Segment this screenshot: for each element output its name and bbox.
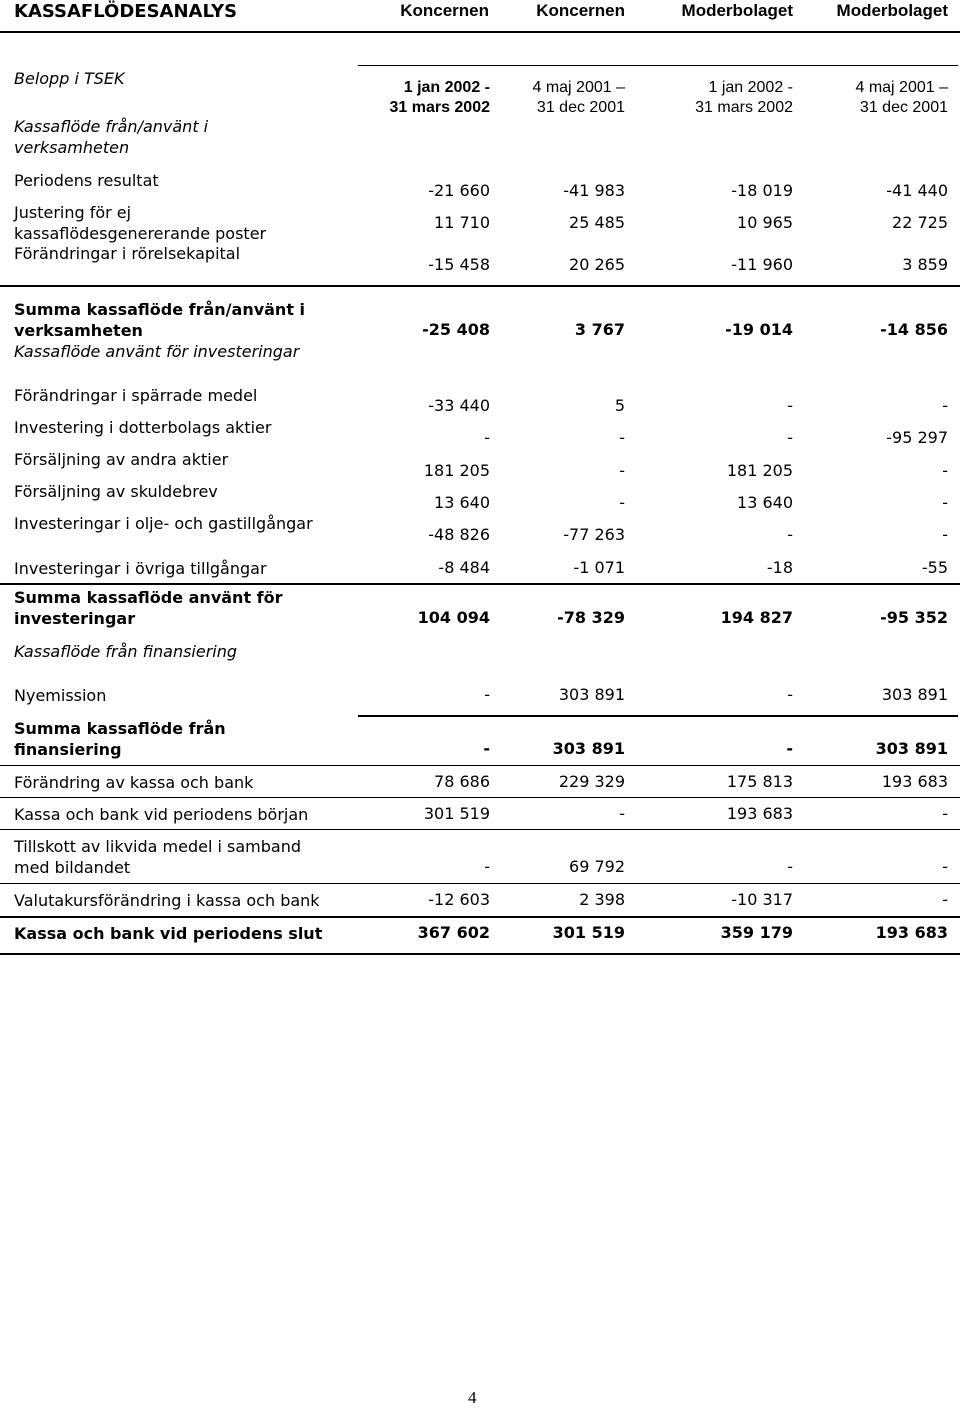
divider bbox=[0, 883, 960, 884]
row-label: Valutakursförändring i kassa och bank bbox=[14, 891, 320, 910]
row-value: 303 891 bbox=[558, 685, 625, 704]
row-value: - bbox=[619, 428, 625, 447]
row-value: - bbox=[484, 685, 490, 704]
divider bbox=[0, 829, 960, 830]
total-label: Summa kassaflöde använt för investeringar bbox=[14, 588, 283, 628]
header-rule bbox=[0, 31, 960, 33]
row-value: - bbox=[942, 396, 948, 415]
row-value: 13 640 bbox=[737, 493, 793, 512]
total-value: 104 094 bbox=[417, 608, 490, 627]
row-value: - bbox=[942, 461, 948, 480]
row-value: 11 710 bbox=[434, 213, 490, 232]
row-value: 22 725 bbox=[892, 213, 948, 232]
total-value: - bbox=[483, 739, 490, 758]
row-value: 25 485 bbox=[569, 213, 625, 232]
row-value: - bbox=[787, 428, 793, 447]
total-label: Summa kassaflöde från/använt i verksamheten bbox=[14, 300, 306, 340]
row-value: - bbox=[942, 525, 948, 544]
total-value: 303 891 bbox=[552, 739, 625, 758]
row-label: Investeringar i olje- och gastillgångar bbox=[14, 514, 313, 533]
row-value: -41 983 bbox=[563, 181, 625, 200]
row-value: - bbox=[484, 428, 490, 447]
row-value: 78 686 bbox=[434, 772, 490, 791]
row-value: -15 458 bbox=[428, 255, 490, 274]
row-value: 181 205 bbox=[726, 461, 793, 480]
row-value: - bbox=[942, 890, 948, 909]
total-value: -19 014 bbox=[725, 320, 793, 339]
row-value: - bbox=[787, 525, 793, 544]
row-value: - bbox=[787, 685, 793, 704]
row-value: 69 792 bbox=[569, 857, 625, 876]
row-value: 301 519 bbox=[423, 804, 490, 823]
row-label: Försäljning av andra aktier bbox=[14, 450, 229, 469]
total-value: 367 602 bbox=[417, 923, 490, 942]
row-value: -1 071 bbox=[573, 558, 625, 577]
row-value: -21 660 bbox=[428, 181, 490, 200]
total-value: -95 352 bbox=[880, 608, 948, 627]
row-label: Investeringar i övriga tillgångar bbox=[14, 559, 267, 578]
total-value: 194 827 bbox=[720, 608, 793, 627]
divider bbox=[0, 916, 960, 918]
total-value: 303 891 bbox=[875, 739, 948, 758]
total-value: -25 408 bbox=[422, 320, 490, 339]
row-value: -95 297 bbox=[886, 428, 948, 447]
period-2: 4 maj 2001 – 31 dec 2001 bbox=[532, 79, 625, 116]
column-header-koncernen-1: Koncernen bbox=[400, 1, 489, 20]
row-value: -41 440 bbox=[886, 181, 948, 200]
divider bbox=[358, 715, 958, 717]
row-label: Förändringar i spärrade medel bbox=[14, 386, 258, 405]
row-value: 175 813 bbox=[726, 772, 793, 791]
row-value: - bbox=[787, 857, 793, 876]
section-financing: Kassaflöde från finansiering bbox=[14, 642, 238, 661]
row-value: - bbox=[619, 461, 625, 480]
total-value: 193 683 bbox=[875, 923, 948, 942]
total-value: 301 519 bbox=[552, 923, 625, 942]
row-value: 193 683 bbox=[726, 804, 793, 823]
row-label: Investering i dotterbolags aktier bbox=[14, 418, 272, 437]
row-value: - bbox=[942, 804, 948, 823]
row-value: - bbox=[619, 493, 625, 512]
row-value: -10 317 bbox=[731, 890, 793, 909]
row-value: -77 263 bbox=[563, 525, 625, 544]
row-label: Förändringar i rörelsekapital bbox=[14, 244, 241, 263]
row-label: Periodens resultat bbox=[14, 171, 159, 190]
row-value: - bbox=[942, 493, 948, 512]
row-label: Nyemission bbox=[14, 686, 107, 705]
row-value: 303 891 bbox=[881, 685, 948, 704]
period-1: 1 jan 2002 - 31 mars 2002 bbox=[389, 79, 490, 116]
row-value: 10 965 bbox=[737, 213, 793, 232]
row-value: -8 484 bbox=[438, 558, 490, 577]
total-value: 3 767 bbox=[574, 320, 625, 339]
period-4: 4 maj 2001 – 31 dec 2001 bbox=[855, 79, 948, 116]
row-label: Justering för ej kassaflödesgenererande poster bbox=[14, 203, 267, 243]
page-number: 4 bbox=[468, 1388, 477, 1407]
row-value: 181 205 bbox=[423, 461, 490, 480]
row-value: -33 440 bbox=[428, 396, 490, 415]
row-value: 13 640 bbox=[434, 493, 490, 512]
column-header-koncernen-2: Koncernen bbox=[536, 1, 625, 20]
column-header-moderbolaget-1: Moderbolaget bbox=[681, 1, 793, 20]
total-value: -78 329 bbox=[557, 608, 625, 627]
divider bbox=[0, 797, 960, 798]
row-value: -12 603 bbox=[428, 890, 490, 909]
unit-label: Belopp i TSEK bbox=[14, 69, 125, 88]
row-value: -18 bbox=[766, 558, 793, 577]
row-value: - bbox=[484, 857, 490, 876]
column-header-moderbolaget-2: Moderbolaget bbox=[836, 1, 948, 20]
row-value: -48 826 bbox=[428, 525, 490, 544]
row-value: 20 265 bbox=[569, 255, 625, 274]
row-value: 2 398 bbox=[579, 890, 625, 909]
section-operations: Kassaflöde från/använt i verksamheten bbox=[14, 117, 209, 157]
row-value: 3 859 bbox=[902, 255, 948, 274]
row-value: - bbox=[619, 804, 625, 823]
divider bbox=[0, 583, 960, 585]
period-3: 1 jan 2002 - 31 mars 2002 bbox=[695, 79, 793, 116]
period-rule bbox=[358, 65, 958, 66]
row-value: - bbox=[942, 857, 948, 876]
row-label: Förändring av kassa och bank bbox=[14, 773, 254, 792]
row-value: 5 bbox=[614, 396, 625, 415]
bottom-rule bbox=[0, 953, 960, 955]
row-label: Tillskott av likvida medel i samband med bildandet bbox=[14, 837, 302, 877]
report-title: KASSAFLÖDESANALYS bbox=[14, 1, 238, 22]
section-investing: Kassaflöde använt för investeringar bbox=[14, 342, 300, 361]
total-value: 359 179 bbox=[720, 923, 793, 942]
row-label: Kassa och bank vid periodens början bbox=[14, 805, 309, 824]
total-label: Kassa och bank vid periodens slut bbox=[14, 924, 323, 943]
total-value: -14 856 bbox=[880, 320, 948, 339]
row-value: 193 683 bbox=[881, 772, 948, 791]
row-value: -55 bbox=[921, 558, 948, 577]
row-value: -18 019 bbox=[731, 181, 793, 200]
divider bbox=[0, 765, 960, 766]
total-label: Summa kassaflöde från finansiering bbox=[14, 719, 226, 759]
divider bbox=[0, 285, 960, 287]
row-value: 229 329 bbox=[558, 772, 625, 791]
row-value: -11 960 bbox=[731, 255, 793, 274]
row-value: - bbox=[787, 396, 793, 415]
row-label: Försäljning av skuldebrev bbox=[14, 482, 218, 501]
total-value: - bbox=[786, 739, 793, 758]
